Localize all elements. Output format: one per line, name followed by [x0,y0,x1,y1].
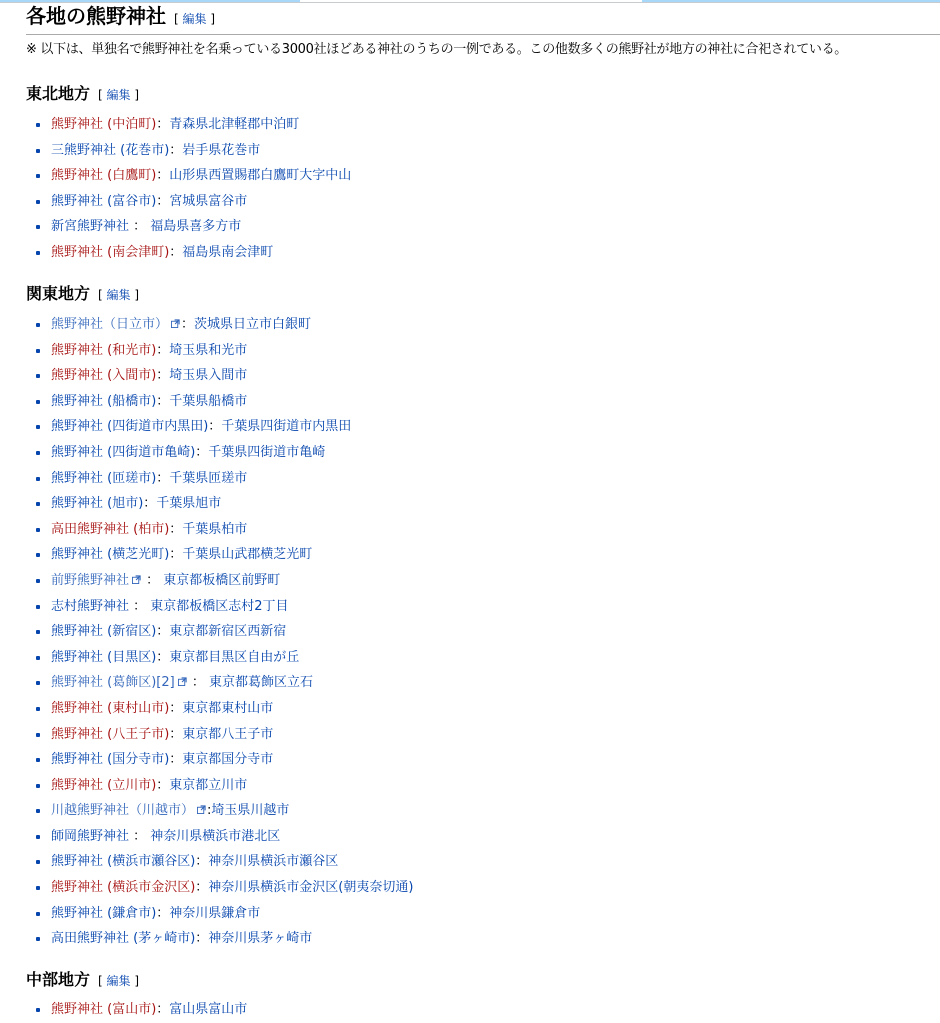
shrine-name-link[interactable]: 熊野神社 (四街道市亀崎) [51,444,196,460]
list-item [26,542,413,568]
location-link[interactable]: 千葉県四街道市亀崎 [208,444,326,460]
shrine-name-link[interactable]: 熊野神社 (鎌倉市) [51,905,157,921]
shrine-name-link[interactable]: 熊野神社 (匝瑳市) [51,470,157,486]
shrine-name-link[interactable]: 熊野神社 (目黒区) [51,649,157,665]
location-link[interactable]: 山形県西置賜郡白鷹町大字中山 [169,168,352,184]
list-item [26,491,413,517]
shrine-name-link[interactable]: 熊野神社 (国分寺市) [51,752,170,768]
shrine-name-link[interactable]: 熊野神社 (船橋市) [51,393,157,409]
shrine-name-link[interactable]: 熊野神社 (四街道市内黒田) [51,419,209,435]
separator-colon: ： [129,828,151,844]
section-heading [26,2,940,35]
list-item [26,112,351,138]
location-link[interactable]: 神奈川県茅ヶ崎市 [208,931,313,947]
region-heading-title: 東北地方 [26,84,91,103]
shrine-list [26,997,247,1023]
shrine-list [26,312,413,952]
separator-colon: ： [129,598,151,614]
separator-colon: ： [195,880,209,896]
shrine-name-link[interactable]: 高田熊野神社 (茅ヶ崎市) [51,931,196,947]
location-link[interactable]: 埼玉県入間市 [169,368,248,384]
shrine-name-link[interactable]: 熊野神社 (新宿区) [51,624,157,640]
list-item [26,189,351,215]
separator-colon: ： [169,726,183,742]
list-item [26,645,413,671]
location-link[interactable]: 福島県南会津町 [182,244,274,260]
region-heading [26,83,139,106]
shrine-name-link[interactable]: 熊野神社 (葛飾区)[2] [51,675,175,691]
redlink-shrine-name[interactable]: 熊野神社 (立川市) [51,777,157,793]
location-link[interactable]: 千葉県山武郡横芝光町 [182,547,313,563]
region-heading-title: 関東地方 [26,284,91,303]
separator-colon: ： [195,931,209,947]
shrine-name-link[interactable]: 川越熊野神社（川越市） [51,803,195,819]
separator-colon: ： [143,496,157,512]
list-item [26,466,413,492]
edit-section-link: [ 編集 ] [174,12,216,26]
location-link[interactable]: 千葉県四街道市内黒田 [221,419,352,435]
separator-colon: ： [187,675,209,691]
shrine-name-link[interactable]: 熊野神社 (富谷市) [51,193,157,209]
location-link[interactable]: 青森県北津軽郡中泊町 [169,117,300,132]
separator-colon: ： [208,419,222,435]
redlink-shrine-name[interactable]: 熊野神社 (白鷹町) [51,168,157,184]
redlink-shrine-name[interactable]: 熊野神社 (八王子市) [51,726,170,742]
separator-colon: ： [169,752,183,768]
list-item [26,696,413,722]
separator-colon: ： [156,193,170,209]
location-link[interactable]: 神奈川県鎌倉市 [169,905,261,921]
list-item [26,363,413,389]
location-link[interactable]: 千葉県柏市 [182,521,248,537]
separator-colon: ： [169,244,183,260]
location-link[interactable]: 東京都板橋区前野町 [163,572,281,588]
list-item [26,517,413,543]
location-link[interactable]: 富山県富山市 [169,1002,248,1017]
location-link[interactable]: 神奈川県横浜市瀬谷区 [208,854,339,870]
location-link[interactable]: 東京都葛飾区立石 [208,675,313,691]
location-link[interactable]: 神奈川県横浜市港北区 [150,828,281,844]
list-item [26,163,351,189]
location-link[interactable]: 福島県喜多方市 [150,219,242,235]
list-item [26,338,413,364]
list-item [26,240,351,266]
location-link[interactable]: 東京都新宿区西新宿 [169,624,287,640]
list-item [26,773,413,799]
location-link[interactable]: 東京都八王子市 [182,726,274,742]
redlink-shrine-name[interactable]: 熊野神社 (横浜市金沢区) [51,880,196,896]
separator-colon: ： [169,521,183,537]
redlink-shrine-name[interactable]: 熊野神社 (東村山市) [51,700,170,716]
list-item [26,901,413,927]
intro-note: ※ 以下は、単独名で熊野神社を名乗っている3000社ほどある神社のうちの一例である。この他数多くの熊野社が地方の神社に合祀されている。 [26,42,848,57]
edit-link[interactable]: 編集 [182,12,207,26]
list-item [26,747,413,773]
location-link[interactable]: 茨城県日立市白銀町 [194,317,312,332]
separator-colon: ： [156,342,170,358]
separator-colon: ： [156,777,170,793]
redlink-shrine-name[interactable]: 熊野神社 (入間市) [51,368,157,384]
shrine-name-link[interactable]: 師岡熊野神社 [51,828,130,844]
separator-colon: ： [195,444,209,460]
shrine-name-link[interactable]: 三熊野神社 (花巻市) [51,142,170,158]
separator-colon: ： [169,700,183,716]
list-item [26,798,413,824]
external-link-icon [132,575,141,584]
list-item [26,997,247,1023]
shrine-name-link[interactable]: 熊野神社 (横浜市瀬谷区) [51,854,196,870]
separator-colon: ： [156,117,170,132]
separator-colon: ： [169,142,183,158]
redlink-shrine-name[interactable]: 熊野神社 (富山市) [51,1002,157,1017]
redlink-shrine-name[interactable]: 高田熊野神社 (柏市) [51,521,170,537]
redlink-shrine-name[interactable]: 熊野神社 (中泊町) [51,117,157,132]
location-link[interactable]: 東京都国分寺市 [182,752,274,768]
separator-colon: ： [156,393,170,409]
location-link[interactable]: 東京都目黒区自由が丘 [169,649,300,665]
separator-colon: ： [156,168,170,184]
shrine-name-link[interactable]: 志村熊野神社 [51,598,130,614]
redlink-shrine-name[interactable]: 熊野神社 (和光市) [51,342,157,358]
list-item [26,875,413,901]
separator-colon: : [207,803,212,819]
section-heading-title: 各地の熊野神社 [26,4,166,28]
edit-link[interactable]: 編集 [106,288,131,302]
location-link[interactable]: 東京都立川市 [169,777,248,793]
region-heading [26,283,139,306]
separator-colon: ： [156,649,170,665]
location-link[interactable]: 埼玉県川越市 [211,803,290,819]
list-item [26,214,351,240]
separator-colon: ： [195,854,209,870]
list-item [26,414,413,440]
list-item [26,389,413,415]
edit-link[interactable]: 編集 [106,88,131,102]
external-link-icon [178,677,187,686]
edit-section-link: [ 編集 ] [98,974,140,988]
shrine-name-link[interactable]: 熊野神社 (旭市) [51,496,144,512]
separator-colon: ： [156,368,170,384]
location-link[interactable]: 東京都板橋区志村2丁目 [150,598,289,614]
list-item [26,824,413,850]
list-item [26,312,413,338]
list-item [26,440,413,466]
location-link[interactable]: 岩手県花巻市 [182,142,261,158]
list-item [26,722,413,748]
list-item [26,849,413,875]
location-link[interactable]: 千葉県匝瑳市 [169,470,248,486]
edit-section-link: [ 編集 ] [98,288,140,302]
shrine-name-link[interactable]: 前野熊野神社 [51,572,130,588]
edit-section-link: [ 編集 ] [98,88,140,102]
shrine-name-link[interactable]: 新宮熊野神社 [51,219,130,235]
location-link[interactable]: 神奈川県横浜市金沢区(朝夷奈切通) [208,880,414,896]
separator-colon: ： [169,547,183,563]
separator-colon: ： [142,572,164,588]
separator-colon: ： [156,905,170,921]
list-item [26,138,351,164]
separator-colon: ： [181,317,195,332]
region-heading-title: 中部地方 [26,970,91,989]
location-link[interactable]: 千葉県旭市 [156,496,222,512]
list-item [26,670,413,696]
separator-colon: ： [156,470,170,486]
list-item [26,619,413,645]
shrine-list [26,112,351,266]
location-link[interactable]: 東京都東村山市 [182,700,274,716]
separator-colon: ： [129,219,151,235]
separator-colon: ： [156,1002,170,1017]
external-link-icon [171,319,180,328]
location-link[interactable]: 宮城県富谷市 [169,193,248,209]
shrine-name-link[interactable]: 熊野神社（日立市） [51,317,169,332]
region-heading [26,969,139,992]
list-item [26,594,413,620]
location-link[interactable]: 千葉県船橋市 [169,393,248,409]
list-item [26,926,413,952]
list-item [26,568,413,594]
shrine-name-link[interactable]: 熊野神社 (横芝光町) [51,547,170,563]
redlink-shrine-name[interactable]: 熊野神社 (南会津町) [51,244,170,260]
external-link-icon [197,805,206,814]
edit-link[interactable]: 編集 [106,974,131,988]
location-link[interactable]: 埼玉県和光市 [169,342,248,358]
separator-colon: ： [156,624,170,640]
